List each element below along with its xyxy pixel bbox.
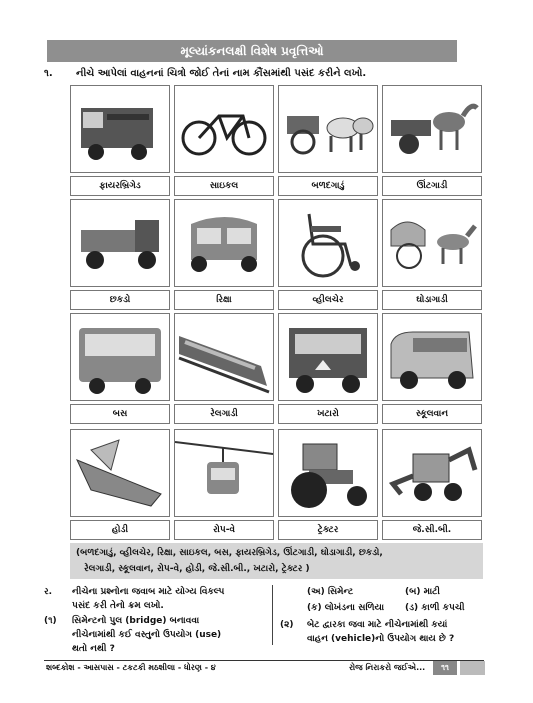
- section-banner: મૂલ્યાંકનલક્ષી વિશેષ પ્રવૃત્તિઓ: [47, 40, 457, 62]
- vehicle-image-cell: [70, 199, 170, 287]
- footer-left: શબ્દકોશ - આસપાસ - ટકટકી મઠશીલા - ધોરણ - ૪: [46, 663, 216, 672]
- vehicle-image-cell: [70, 313, 170, 401]
- vehicle-label: વ્હીલચેર: [278, 290, 378, 310]
- camel-cart-icon: [383, 86, 481, 172]
- vehicle-label: બળદગાડું: [278, 176, 378, 196]
- vehicle-image-cell: [174, 199, 274, 287]
- vehicle-image-cell: [278, 313, 378, 401]
- vehicle-label: ટ્રેક્ટર: [278, 520, 378, 540]
- footer-gray-box: [460, 661, 485, 675]
- boat-icon: [71, 430, 169, 516]
- tractor-icon: [279, 430, 377, 516]
- option-a: (અ) સિમેન્ટ: [307, 587, 354, 597]
- item-1-line-2: નીચેનામાંથી કઈ વસ્તુનો ઉપયોગ (use): [72, 630, 222, 640]
- fire-truck-icon: [71, 86, 169, 172]
- question-2-intro-2: પસંદ કરી તેનો ક્રમ લખો.: [72, 601, 164, 611]
- option-d: (ડ) કાળી કપચી: [405, 603, 465, 613]
- vehicle-image-cell: [278, 199, 378, 287]
- lorry-icon: [279, 314, 377, 400]
- auto-rickshaw-icon: [175, 200, 273, 286]
- question-2-number: ર.: [44, 587, 53, 597]
- vehicle-image-cell: [70, 85, 170, 173]
- vehicle-label: રિક્ષા: [174, 290, 274, 310]
- vehicle-image-cell: [382, 85, 482, 173]
- question-1-number: ૧.: [44, 68, 53, 79]
- vehicle-label: ફાયરબ્રિગેડ: [70, 176, 170, 196]
- page-number: ૧૧: [433, 661, 457, 675]
- option-c: (ક) લોખંડના સળિયા: [307, 603, 385, 613]
- footer-right: રોજ નિરાકરો જઈએ...: [349, 663, 426, 672]
- vehicle-image-cell: [174, 85, 274, 173]
- vehicle-label: જે.સી.બી.: [382, 520, 482, 540]
- vehicle-label: હોડી: [70, 520, 170, 540]
- item-2-line-2: વાહન (vehicle)નો ઉપયોગ થાય છે ?: [307, 634, 455, 644]
- vehicle-label: ઊંટગાડી: [382, 176, 482, 196]
- vehicle-label: ઘોડાગાડી: [382, 290, 482, 310]
- horse-cart-icon: [383, 200, 481, 286]
- vehicle-image-cell: [174, 313, 274, 401]
- train-icon: [175, 314, 273, 400]
- vehicle-image-cell: [174, 429, 274, 517]
- question-1-text: નીચે આપેલાં વાહનનાં ચિત્રો જોઈ તેનાં નામ કૌંસમાંથી પસંદ કરીને લખો.: [76, 68, 367, 79]
- vehicle-label: રેલગાડી: [174, 404, 274, 424]
- vehicle-image-cell: [70, 429, 170, 517]
- item-1-line-1: સિમેન્ટનો પુલ (bridge) બનાવવા: [72, 616, 200, 626]
- vehicle-image-cell: [382, 199, 482, 287]
- school-van-icon: [383, 314, 481, 400]
- vehicle-image-cell: [382, 429, 482, 517]
- item-2-number: (૨): [280, 620, 294, 630]
- vehicle-label: છકડો: [70, 290, 170, 310]
- vehicle-label: ખટારો: [278, 404, 378, 424]
- ropeway-icon: [175, 430, 273, 516]
- option-b: (બ) માટી: [405, 587, 440, 597]
- item-1-line-3: થતો નથી ?: [72, 644, 115, 654]
- column-divider: [272, 585, 273, 645]
- vehicle-image-cell: [382, 313, 482, 401]
- page-footer: [44, 660, 484, 675]
- vehicle-label: બસ: [70, 404, 170, 424]
- vehicle-label: સ્કૂલવાન: [382, 404, 482, 424]
- bicycle-icon: [175, 86, 273, 172]
- vehicle-label: રોપ-વે: [174, 520, 274, 540]
- vehicle-image-cell: [278, 429, 378, 517]
- bus-icon: [71, 314, 169, 400]
- options-box: [70, 543, 483, 579]
- question-2-intro-1: નીચેના પ્રશ્નોના જવાબ માટે યોગ્ય વિકલ્પ: [72, 587, 225, 597]
- vehicle-label: સાઇકલ: [174, 176, 274, 196]
- jcb-icon: [383, 430, 481, 516]
- wheelchair-icon: [279, 200, 377, 286]
- options-line-1: (બળદગાડું, વ્હીલચેર, રિક્ષા, સાઇકલ, બસ, ફાયરબ્રિગેડ, ઊંટગાડી, ઘોડાગાડી, છકડો,: [76, 548, 383, 558]
- options-line-2: રેલગાડી, સ્કૂલવાન, રોપ-વે, હોડી, જે.સી.બી., ખટારો, ટ્રેક્ટર ): [84, 564, 310, 574]
- item-1-number: (૧): [44, 616, 57, 626]
- bullock-cart-icon: [279, 86, 377, 172]
- vehicle-image-cell: [278, 85, 378, 173]
- item-2-line-1: બેટ દ્વારકા જવા માટે નીચેનામાંથી કયાં: [307, 620, 448, 630]
- chhakdo-icon: [71, 200, 169, 286]
